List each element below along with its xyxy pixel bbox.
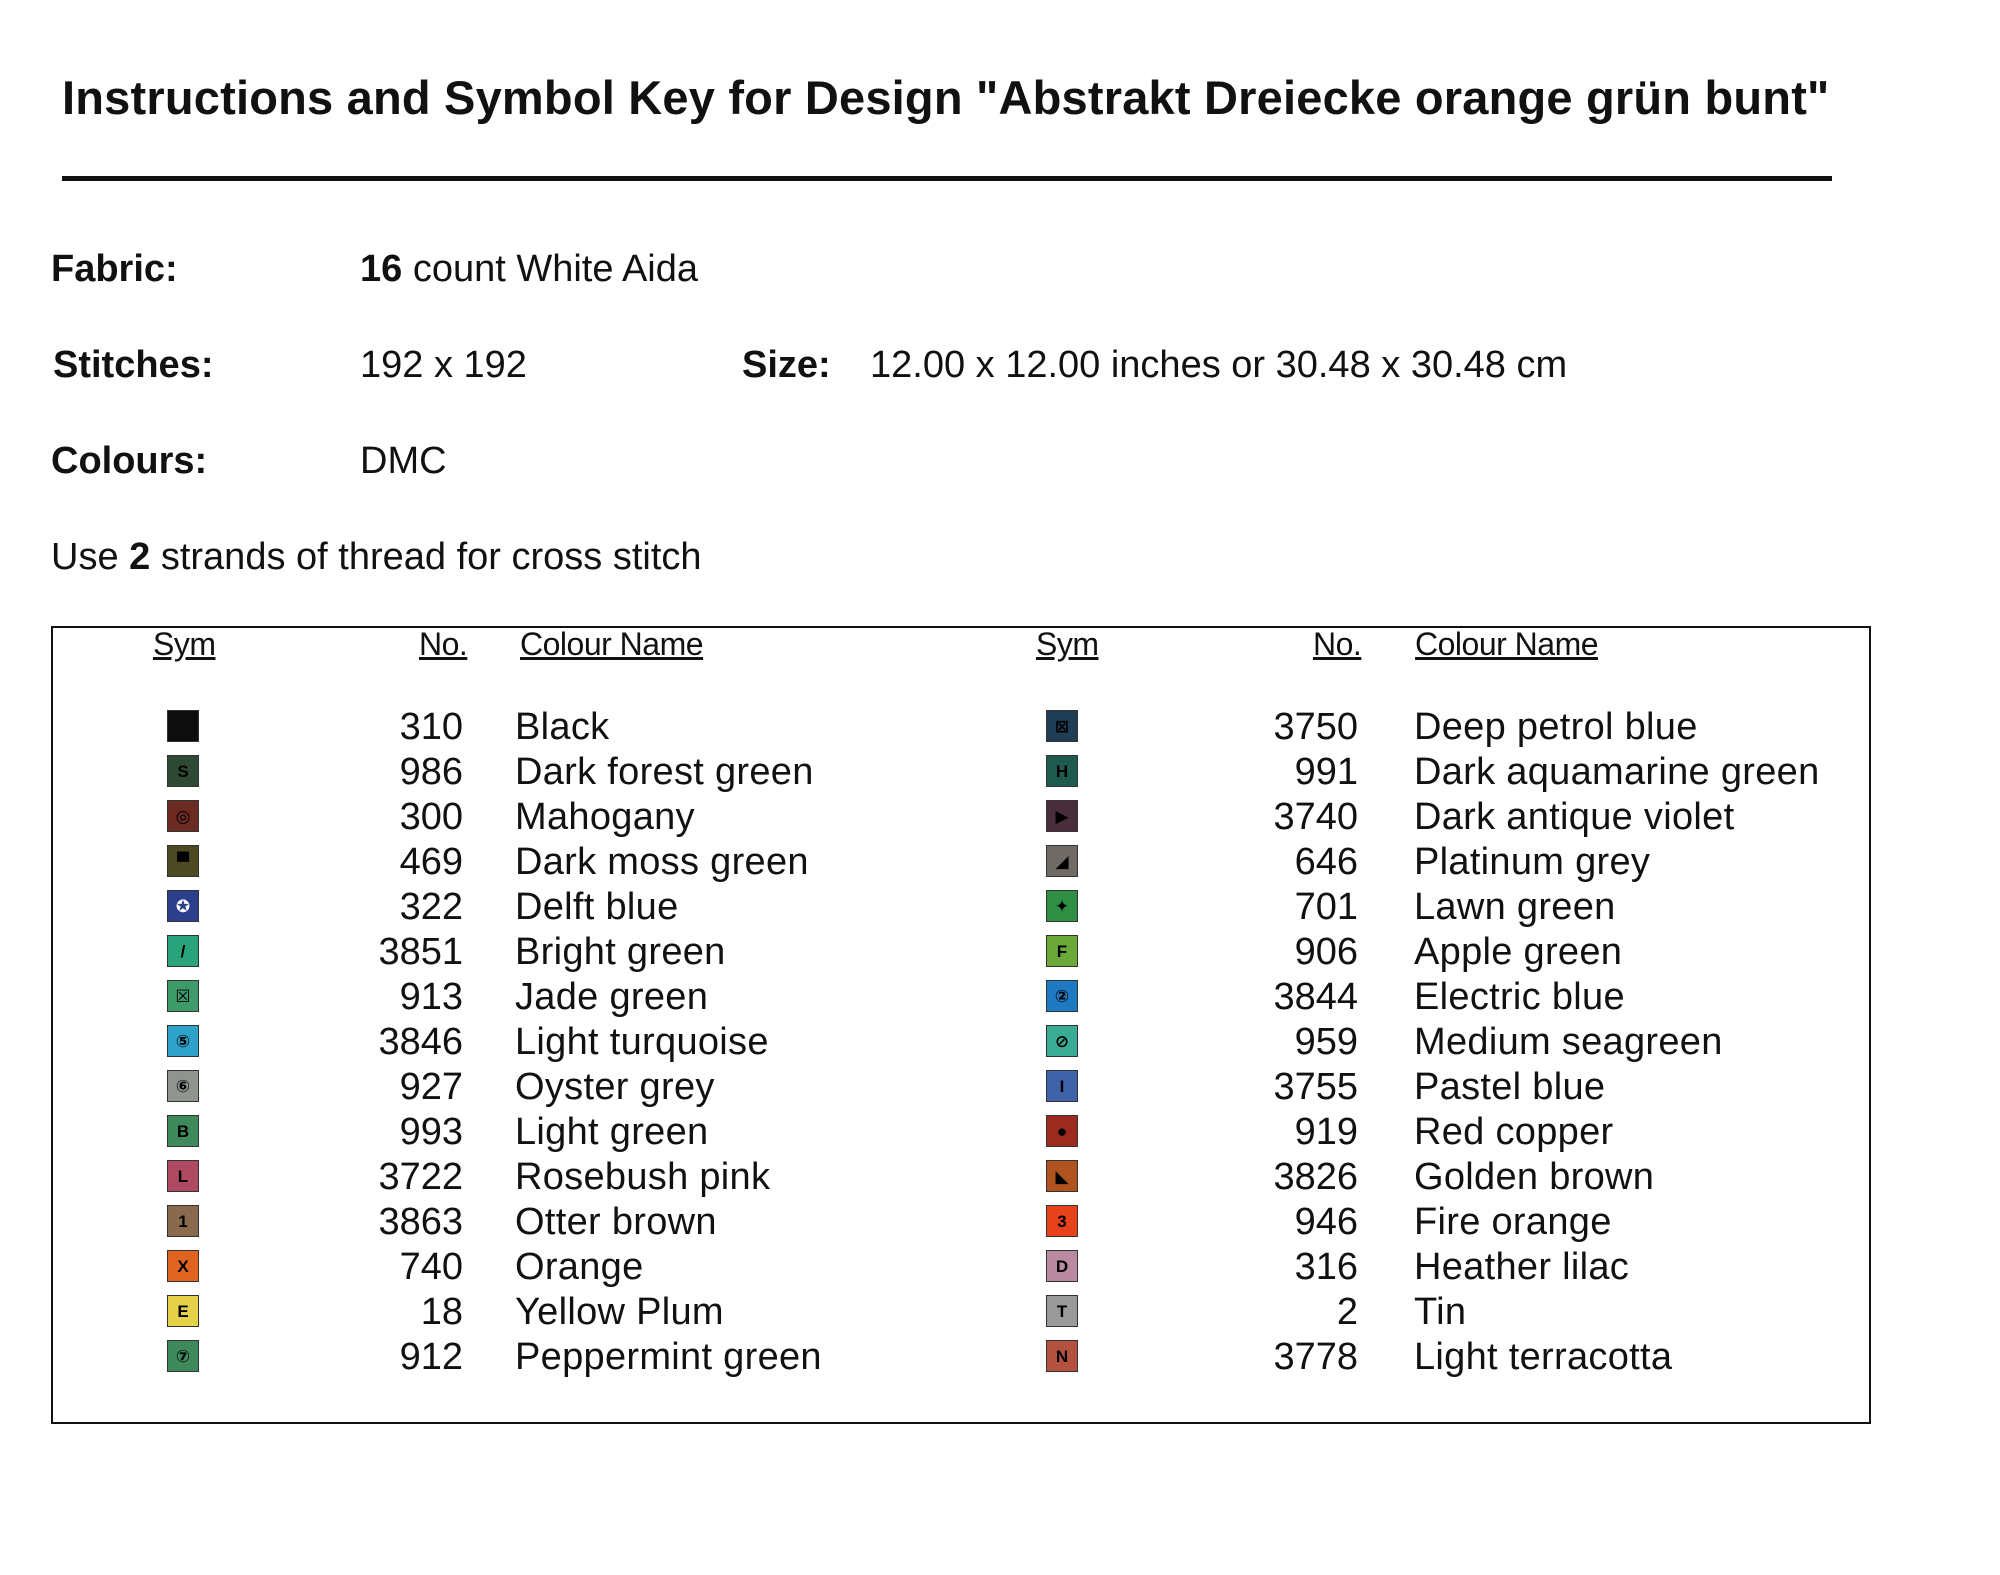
colour-name: Jade green xyxy=(515,976,709,1018)
colour-symbol-icon: T xyxy=(1046,1295,1078,1327)
fabric-value xyxy=(360,248,698,291)
colour-symbol-icon: ◢ xyxy=(1046,845,1078,877)
colour-name: Lawn green xyxy=(1414,886,1616,928)
colour-number: 906 xyxy=(1294,931,1358,973)
colour-number: 3863 xyxy=(378,1201,463,1243)
colour-symbol-icon: ⑥ xyxy=(167,1070,199,1102)
strands-text-pre: Use xyxy=(51,536,130,578)
colour-name: Deep petrol blue xyxy=(1414,706,1698,748)
colour-number: 316 xyxy=(1294,1246,1358,1288)
colour-symbol-icon: 1 xyxy=(167,1205,199,1237)
colour-name: Oyster grey xyxy=(515,1066,715,1108)
colour-number: 991 xyxy=(1294,751,1358,793)
colour-name: Bright green xyxy=(515,931,726,973)
colour-name: Fire orange xyxy=(1414,1201,1612,1243)
colour-symbol-icon: ② xyxy=(1046,980,1078,1012)
colour-symbol-icon: ⑤ xyxy=(167,1025,199,1057)
colour-number: 469 xyxy=(399,841,463,883)
colour-symbol-icon: ⊠ xyxy=(1046,710,1078,742)
colour-number: 322 xyxy=(399,886,463,928)
colour-number: 18 xyxy=(420,1291,463,1333)
colour-symbol-icon: E xyxy=(167,1295,199,1327)
colour-name: Electric blue xyxy=(1414,976,1625,1018)
colour-symbol-icon: I xyxy=(1046,1070,1078,1102)
colour-number: 3826 xyxy=(1273,1156,1358,1198)
colour-number: 300 xyxy=(399,796,463,838)
fabric-description: count White Aida xyxy=(402,248,699,290)
colour-number: 3778 xyxy=(1273,1336,1358,1378)
colour-number: 3844 xyxy=(1273,976,1358,1018)
colour-number: 912 xyxy=(399,1336,463,1378)
colour-name: Golden brown xyxy=(1414,1156,1655,1198)
colour-symbol-icon: ● xyxy=(1046,1115,1078,1147)
colour-symbol-icon xyxy=(167,710,199,742)
colours-label: Colours: xyxy=(51,440,208,482)
colour-symbol-icon: B xyxy=(167,1115,199,1147)
colour-name: Light turquoise xyxy=(515,1021,769,1063)
colour-name: Dark forest green xyxy=(515,751,814,793)
colour-number: 310 xyxy=(399,706,463,748)
colour-symbol-icon: 3 xyxy=(1046,1205,1078,1237)
colour-number: 2 xyxy=(1336,1291,1358,1333)
colour-name: Dark aquamarine green xyxy=(1414,751,1820,793)
colour-name: Orange xyxy=(515,1246,644,1288)
colour-number: 646 xyxy=(1294,841,1358,883)
colour-symbol-icon: ⊘ xyxy=(1046,1025,1078,1057)
stitches-label: Stitches: xyxy=(53,344,214,386)
colour-name: Yellow Plum xyxy=(515,1291,724,1333)
header-colour-name-left: Colour Name xyxy=(520,626,704,662)
colour-symbol-icon: ✦ xyxy=(1046,890,1078,922)
colour-number: 3722 xyxy=(378,1156,463,1198)
colour-name: Platinum grey xyxy=(1414,841,1651,883)
page-title: Instructions and Symbol Key for Design "Abstrakt Dreiecke orange grün bunt" xyxy=(62,71,1830,124)
strands-text-post: strands of thread for cross stitch xyxy=(150,536,702,578)
colour-name: Medium seagreen xyxy=(1414,1021,1723,1063)
size-value: 12.00 x 12.00 inches or 30.48 x 30.48 cm xyxy=(870,344,1568,386)
strands-count: 2 xyxy=(129,536,151,578)
header-sym-right: Sym xyxy=(1036,626,1099,662)
colour-name: Dark antique violet xyxy=(1414,796,1735,838)
colour-name: Rosebush pink xyxy=(515,1156,771,1198)
colour-name: Black xyxy=(515,706,610,748)
colour-number: 993 xyxy=(399,1111,463,1153)
colour-number: 3851 xyxy=(378,931,463,973)
header-sym-left: Sym xyxy=(153,626,216,662)
colour-name: Apple green xyxy=(1414,931,1623,973)
colour-number: 701 xyxy=(1294,886,1358,928)
colour-symbol-icon: L xyxy=(167,1160,199,1192)
colour-symbol-icon: N xyxy=(1046,1340,1078,1372)
colour-number: 986 xyxy=(399,751,463,793)
colour-name: Delft blue xyxy=(515,886,679,928)
colour-symbol-icon: H xyxy=(1046,755,1078,787)
header-no-left: No. xyxy=(419,626,468,662)
colour-number: 3846 xyxy=(378,1021,463,1063)
colour-name: Pastel blue xyxy=(1414,1066,1606,1108)
colour-symbol-icon: X xyxy=(167,1250,199,1282)
fabric-count: 16 xyxy=(360,248,403,290)
colour-number: 946 xyxy=(1294,1201,1358,1243)
colour-number: 959 xyxy=(1294,1021,1358,1063)
colour-name: Tin xyxy=(1414,1291,1467,1333)
colour-name: Light terracotta xyxy=(1414,1336,1673,1378)
colour-name: Red copper xyxy=(1414,1111,1614,1153)
colour-symbol-icon: ◣ xyxy=(1046,1160,1078,1192)
strands-instruction xyxy=(51,536,702,579)
stitches-value: 192 x 192 xyxy=(360,344,527,386)
colour-number: 3755 xyxy=(1273,1066,1358,1108)
colour-number: 919 xyxy=(1294,1111,1358,1153)
colour-symbol-icon: ▀ xyxy=(167,845,199,877)
header-no-right: No. xyxy=(1313,626,1362,662)
colour-symbol-icon: D xyxy=(1046,1250,1078,1282)
size-label: Size: xyxy=(742,344,831,386)
colours-value: DMC xyxy=(360,440,447,482)
colour-symbol-icon: S xyxy=(167,755,199,787)
fabric-label: Fabric: xyxy=(51,248,178,290)
colour-number: 927 xyxy=(399,1066,463,1108)
colour-name: Mahogany xyxy=(515,796,695,838)
colour-symbol-icon: ⑦ xyxy=(167,1340,199,1372)
colour-symbol-icon: ▶ xyxy=(1046,800,1078,832)
colour-number: 3750 xyxy=(1273,706,1358,748)
colour-symbol-icon: / xyxy=(167,935,199,967)
title-divider xyxy=(62,176,1832,181)
colour-symbol-icon: ✪ xyxy=(167,890,199,922)
colour-name: Heather lilac xyxy=(1414,1246,1630,1288)
colour-symbol-icon: F xyxy=(1046,935,1078,967)
colour-symbol-icon: ☒ xyxy=(167,980,199,1012)
colour-name: Peppermint green xyxy=(515,1336,822,1378)
colour-symbol-icon: ◎ xyxy=(167,800,199,832)
colour-number: 740 xyxy=(399,1246,463,1288)
colour-name: Light green xyxy=(515,1111,709,1153)
colour-number: 913 xyxy=(399,976,463,1018)
colour-name: Otter brown xyxy=(515,1201,717,1243)
colour-number: 3740 xyxy=(1273,796,1358,838)
colour-name: Dark moss green xyxy=(515,841,809,883)
header-colour-name-right: Colour Name xyxy=(1415,626,1599,662)
